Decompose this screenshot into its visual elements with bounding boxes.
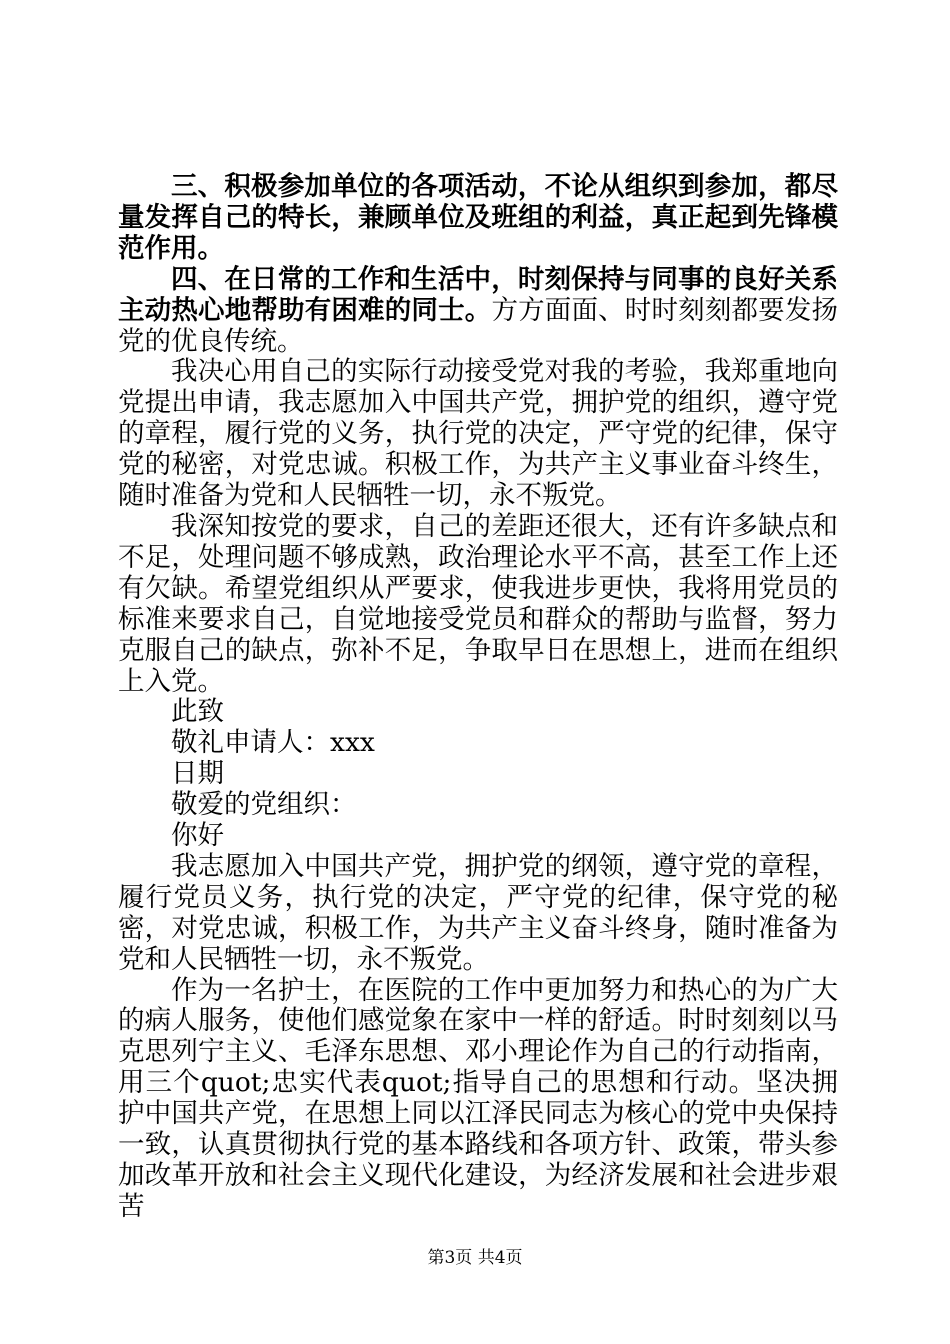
paragraph-resolve: 我决心用自己的实际行动接受党对我的考验，我郑重地向党提出申请，我志愿加入中国共产党，拥护党的组织，遵守党的章程，履行党的义务，执行党的决定，严守党的纪律，保守党的秘密，对党忠诚。积极工作，为共产主义事业奋斗终生，随时准备为党和人民牺牲一切，永不叛党。 bbox=[118, 356, 838, 512]
paragraph-4 bbox=[118, 265, 838, 358]
document-body bbox=[118, 172, 838, 1223]
paragraph-4-rest: 方方面面、时时刻刻都要发扬党的优良传统。 bbox=[118, 294, 839, 357]
paragraph-pledge: 我志愿加入中国共产党，拥护党的纲领，遵守党的章程，履行党员义务，执行党的决定，严守党的纪律，保守党的秘密，对党忠诚，积极工作，为共产主义奋斗终身，随时准备为党和人民牺牲一切，永不叛党。 bbox=[118, 850, 838, 975]
paragraph-4-bold: 四、在日常的工作和生活中，时刻保持与同事的良好关系主动热心地帮助有困难的同士。 bbox=[118, 263, 838, 326]
paragraph-nurse: 作为一名护士，在医院的工作中更加努力和热心的为广大的病人服务，使他们感觉象在家中一样的舒适。时时刻刻以马克思列宁主义、毛泽东思想、邓小理论作为自己的行动指南，用三个quot;忠实代表quot;指导自己的思想和行动。坚决拥护中国共产党，在思想上同以江泽民同志为核心的党中央保持一致，认真贯彻执行党的基本路线和各项方针、政策，带头参加改革开放和社会主义现代化建设，为经济发展和社会进步艰苦 bbox=[118, 974, 838, 1222]
paragraph-3: 三、积极参加单位的各项活动，不论从组织到参加，都尽量发挥自己的特长，兼顾单位及班组的利益，真正起到先锋模范作用。 bbox=[118, 171, 838, 264]
letter-greeting: 敬爱的党组织： bbox=[171, 789, 357, 821]
date-line: 日期 bbox=[171, 758, 224, 790]
closing-salutation: 此致 bbox=[171, 696, 224, 728]
paragraph-shortcomings: 我深知按党的要求，自己的差距还很大，还有许多缺点和不足，处理问题不够成熟，政治理论水平不高，甚至工作上还有欠缺。希望党组织从严要求，使我进步更快，我将用党员的标准来要求自己，自觉地接受党员和群众的帮助与监督，努力克服自己的缺点，弥补不足，争取早日在思想上，进而在组织上入党。 bbox=[118, 510, 838, 697]
applicant-line: 敬礼申请人：xxx bbox=[171, 727, 375, 759]
page-number-footer: 第3页 共4页 bbox=[427, 1248, 523, 1268]
letter-hello: 你好 bbox=[171, 820, 224, 852]
